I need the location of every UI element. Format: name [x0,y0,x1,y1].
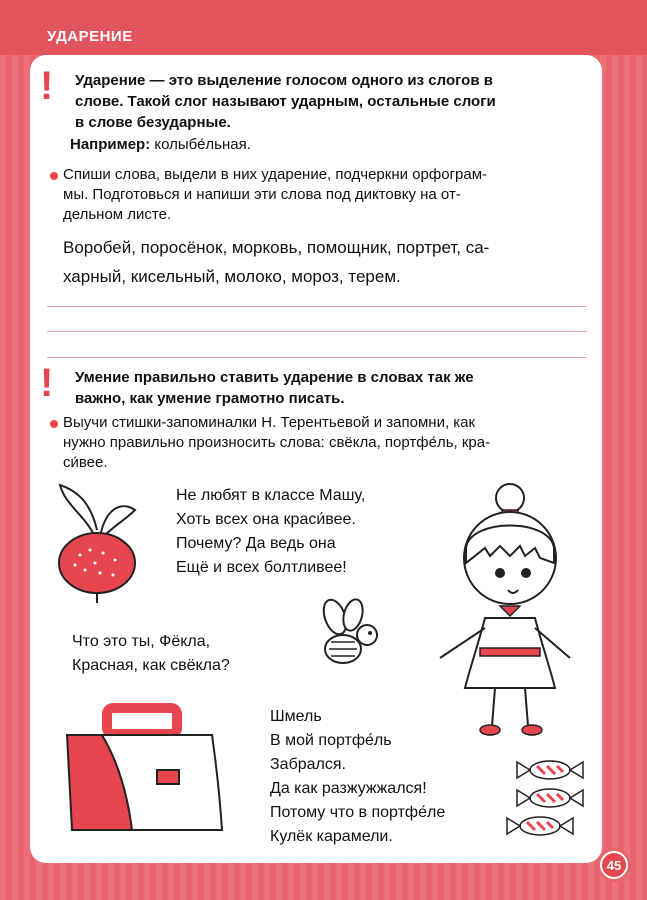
poem-line: Кулёк карамели. [270,828,393,845]
rule-1 [75,70,496,133]
bee-illustration [315,597,385,677]
candy-illustration [505,750,595,840]
example-word: колыбе́льная. [154,136,251,153]
poem-line: Потому что в портфе́ле [270,804,446,821]
task-2-line: Выучи стишки-запоминалки Н. Терентьевой и запомни, как [63,414,476,431]
poem-line: Шмель [270,708,322,725]
poem-line: Хоть всех она краси́вее. [176,511,356,528]
task-1-line: мы. Подготовься и напиши эти слова под диктовку на от- [63,186,461,203]
bullet-icon [50,172,58,180]
writing-line [47,357,587,358]
word-list-line: Воробей, поросёнок, морковь, помощник, портрет, са- [63,238,490,257]
task-2-line: нужно правильно произносить слова: свёкла, портфе́ль, кра- [63,434,491,451]
page-number-label: 45 [602,853,626,877]
poem-line: Не любят в классе Машу, [176,487,366,504]
bullet-icon [50,420,58,428]
beet-illustration [45,475,145,605]
poem-line: Почему? Да ведь она [176,535,336,552]
poem-line: Да как разжужжался! [270,780,427,797]
rule-1-line: слове. Такой слог называют ударным, остальные слоги [75,93,496,110]
poem-line: Ещё и всех болтливее! [176,559,347,576]
task-2-line: си́вее. [63,454,108,471]
exclamation-icon: ! [40,361,54,405]
task-1-line: Спиши слова, выдели в них ударение, подчеркни орфограм- [63,166,487,183]
poem-1 [176,484,365,580]
task-2 [63,413,490,473]
poem-line: Что это ты, Фёкла, [72,633,211,650]
writing-line [47,331,587,332]
briefcase-illustration [62,700,232,840]
task-1-line: дельном листе. [63,206,172,223]
word-list-line: харный, кисельный, молоко, мороз, терем. [63,267,401,286]
task-1 [63,165,487,225]
poem-line: В мой портфе́ль [270,732,392,749]
exclamation-icon: ! [40,64,54,108]
rule-2-line: важно, как умение грамотно писать. [75,390,345,407]
example [70,135,251,155]
poem-line: Забрался. [270,756,346,773]
rule-1-line: Ударение — это выделение голосом одного из слогов в [75,72,493,89]
girl-illustration [430,478,580,748]
rule-2 [75,367,474,409]
rule-1-line: в слове безударные. [75,114,231,131]
rule-2-line: Умение правильно ставить ударение в словах так же [75,369,474,386]
poem-line: Красная, как свёкла? [72,657,230,674]
poem-2 [72,630,230,678]
writing-line [47,306,587,307]
section-title: УДАРЕНИЕ [47,28,133,45]
poem-3 [270,705,445,849]
page-number [597,848,631,882]
example-label: Например: [70,136,151,153]
word-list [63,233,489,291]
